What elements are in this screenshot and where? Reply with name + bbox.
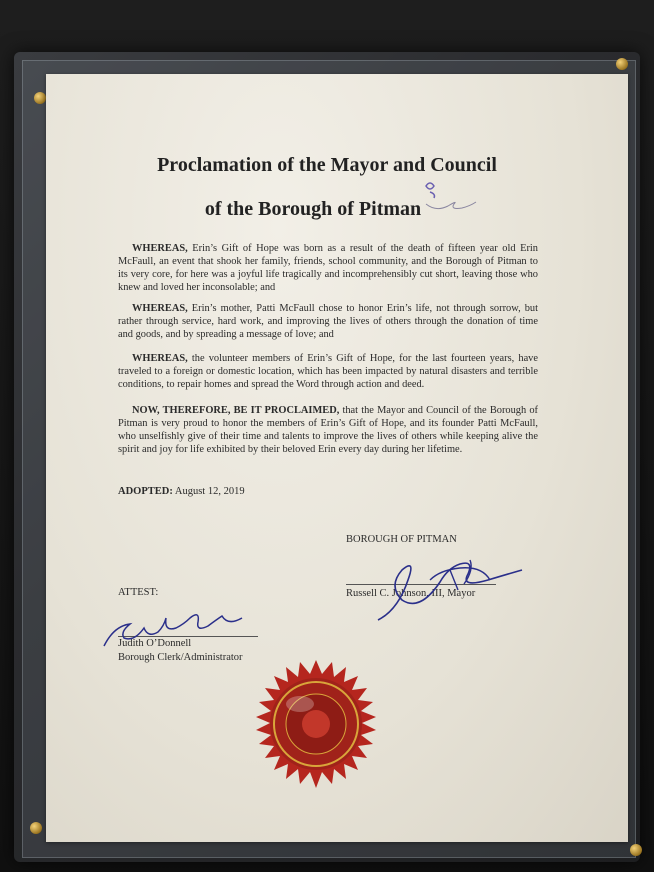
- paragraph-lead: WHEREAS,: [132, 303, 188, 314]
- paragraph-whereas-3: [118, 352, 538, 391]
- frame-screw-icon: [616, 58, 628, 70]
- borough-label: BOROUGH OF PITMAN: [346, 534, 457, 545]
- gold-seal-icon: [250, 660, 382, 792]
- paragraph-proclaimed: [118, 404, 538, 456]
- proclamation-title-line1: Proclamation of the Mayor and Council: [157, 154, 497, 176]
- clerk-name: Judith O’Donnell: [118, 638, 192, 649]
- mayor-signature-icon: [370, 540, 540, 630]
- paragraph-lead: WHEREAS,: [132, 243, 188, 254]
- paragraph-whereas-2: [118, 302, 538, 341]
- clerk-title: Borough Clerk/Administrator: [118, 652, 243, 663]
- paragraph-text: Erin’s mother, Patti McFaull chose to honor Erin’s life, not through sorrow, but rather through service, hard work, and improving the lives of others through the donation of time and goods, and by spreading a message of love; and: [118, 303, 538, 340]
- adopted-label: ADOPTED:: [118, 486, 173, 497]
- flourish-doodle-icon: [416, 178, 486, 218]
- proclamation-title-line2: of the Borough of Pitman: [204, 198, 422, 220]
- adopted-line: [118, 486, 245, 497]
- clerk-signature-icon: [96, 606, 266, 656]
- frame-screw-icon: [34, 92, 46, 104]
- attest-label: ATTEST:: [118, 587, 159, 598]
- frame-screw-icon: [630, 844, 642, 856]
- paragraph-whereas-1: [118, 242, 538, 294]
- adopted-date: August 12, 2019: [174, 486, 245, 497]
- paragraph-text: that the Mayor and Council of the Borough of Pitman is very proud to honor the members of Erin’s Gift of Hope, and its founder Patti McFaull, who unselfishly give of their time and talents to improve the lives of others while keeping alive the spirit and joy for life exhibited by their beloved Erin every day during her lifetime.: [118, 405, 538, 455]
- paragraph-text: the volunteer members of Erin’s Gift of Hope, for the last fourteen years, have traveled to a foreign or domestic location, which has been impacted by natural disasters and terrible conditions, to repair homes and spread the Word through action and deed.: [118, 353, 538, 390]
- paragraph-lead: NOW, THEREFORE, BE IT PROCLAIMED,: [132, 405, 340, 416]
- frame-screw-icon: [30, 822, 42, 834]
- mayor-name: Russell C. Johnson, III, Mayor: [346, 588, 476, 599]
- paragraph-text: Erin’s Gift of Hope was born as a result of the death of fifteen year old Erin McFaull, an event that shook her family, friends, school community, and the Borough of Pitman to its very core, for here was a joyful life tragically and incomprehensibly cut short, leaving those who knew and loved her inconsolable; and: [118, 243, 538, 293]
- paragraph-lead: WHEREAS,: [132, 353, 188, 364]
